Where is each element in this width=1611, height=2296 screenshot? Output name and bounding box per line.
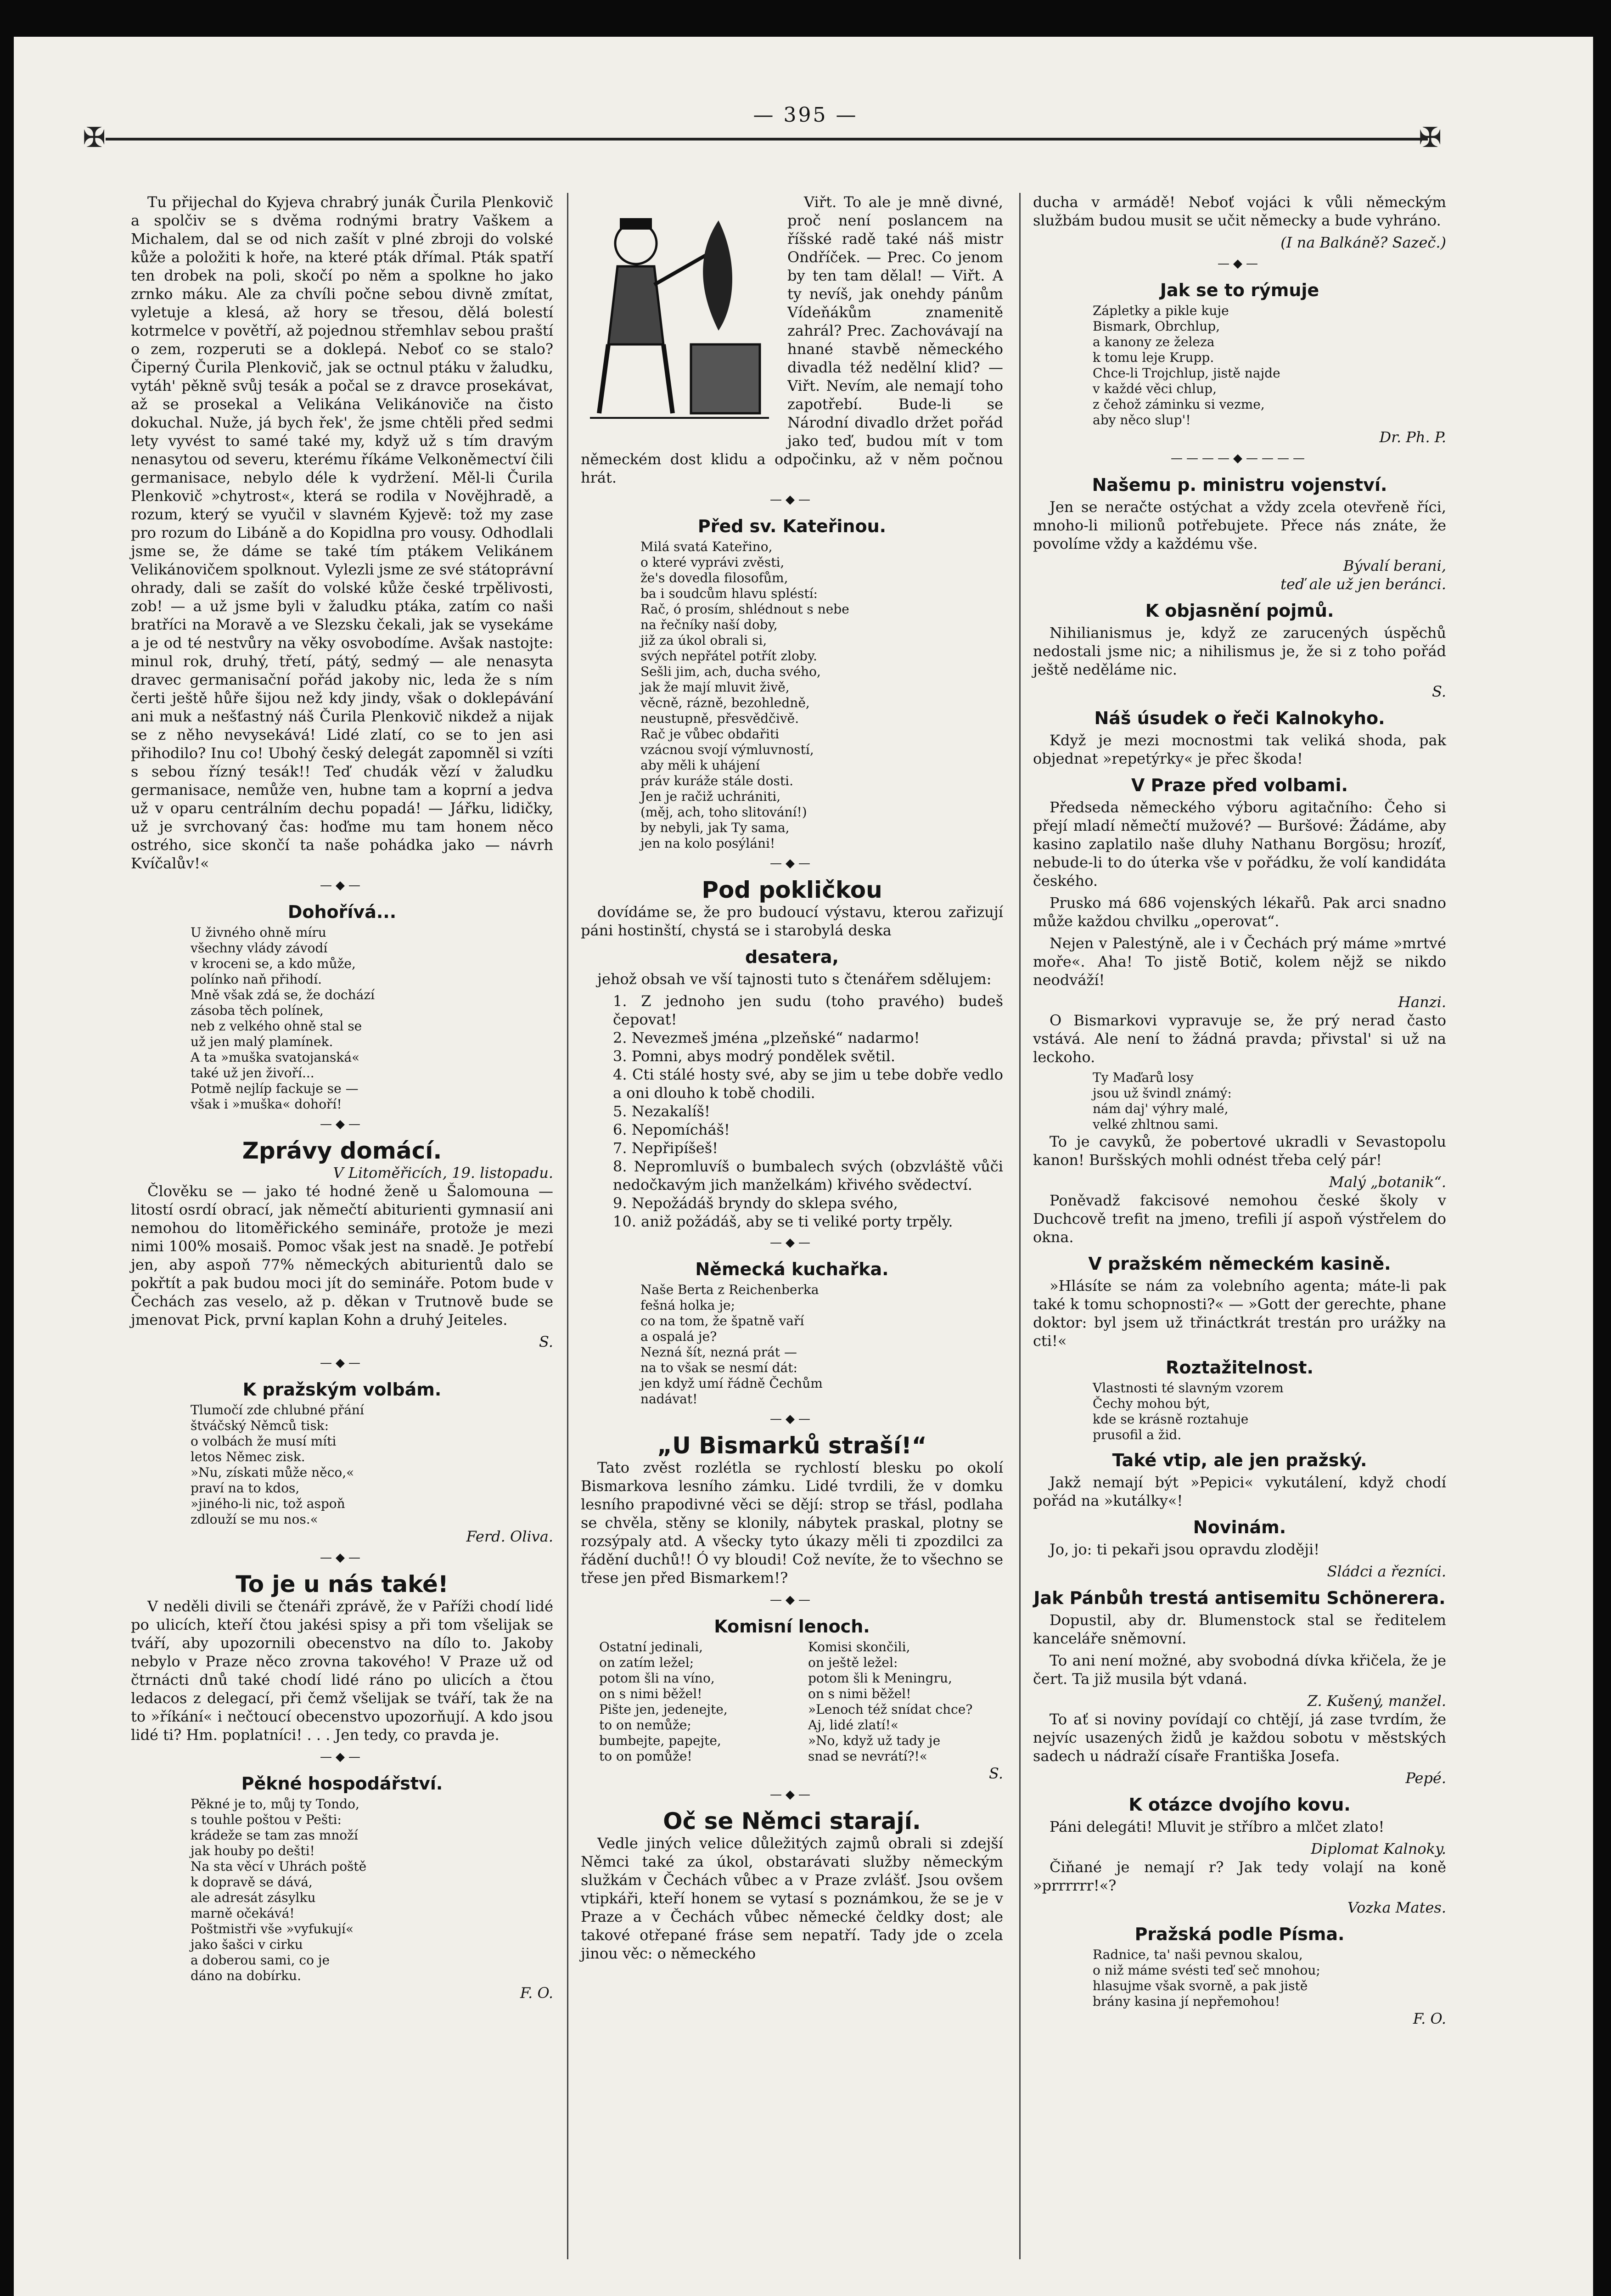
verse-line: vzácnou svojí výmluvností, <box>640 742 814 757</box>
verse-line: to on pomůže! <box>599 1749 692 1764</box>
verse-line: »Lenoch též snídat chce? <box>808 1702 973 1717</box>
kalnoky-text: Když je mezi mocnostmi tak veliká shoda, pak objednat »repetýrky« je přec škoda! <box>1033 732 1446 767</box>
verse-line: Rač, ó prosím, shlédnout s nebe <box>640 602 849 617</box>
verse-line: co na tom, že špatně vaří <box>640 1313 804 1328</box>
signature: Hanzi. <box>1398 993 1446 1011</box>
verse-line: potom šli na víno, <box>599 1671 715 1686</box>
verse-line: jen když umí řádně Čechům <box>640 1376 823 1391</box>
heading-to-je-u-nas: To je u nás také! <box>236 1571 449 1598</box>
verse-line: svých nepřátel potřít zloby. <box>640 648 817 664</box>
verse-line: brány kasina jí nepřemohou! <box>1093 1994 1280 2009</box>
separator: —◆— <box>320 1356 364 1370</box>
poem-roztazitelnost <box>1033 1380 1446 1443</box>
poem-komisni-left <box>599 1639 794 1764</box>
signature: Malý „botanik“. <box>1329 1173 1446 1191</box>
heading-kalnokyho: Náš úsudek o řeči Kalnokyho. <box>1094 708 1385 728</box>
verse-line: U živného ohně míru <box>191 925 326 940</box>
verse-line: o které vyprávi zvěsti, <box>640 555 785 570</box>
verse-line: letos Němec zisk. <box>191 1449 305 1464</box>
column-3 <box>1033 193 1446 2028</box>
nemci-text: Vedle jiných velice důležitých zajmů obrali si zdejší Němci také za úkol, obstarávati služby německým služkám v Čechách vůbec a v Praze zvlášť. Jsou ovšem vtipkáři, kteří honem se vytasí s poznámkou, že se je v Praze a v Čechách vůbec německé čeldky dost; ale takové otřepané fráse sem nepatří. Tady jde o zcela jinou věc: o německého <box>581 1835 1003 1962</box>
heading-roztazitelnost: Roztažitelnost. <box>1166 1357 1313 1378</box>
heading-ministru: Našemu p. ministru vojenství. <box>1092 475 1387 495</box>
heading-dvojiho-kovu: K otázce dvojího kovu. <box>1128 1795 1351 1815</box>
poklicka-text: dovídáme se, že pro budoucí výstavu, kterou zařizují páni hostinští, chystá se i starobylá deska <box>581 903 1003 939</box>
heading-novinam: Novinám. <box>1193 1517 1286 1537</box>
verse-line: neustupně, přesvědčivě. <box>640 711 799 726</box>
dateline: V Litoměřicích, 19. listopadu. <box>333 1164 553 1182</box>
separator: —◆— <box>770 856 814 870</box>
verse-line: zásoba těch polínek, <box>191 1003 324 1018</box>
verse-line: bumbejte, papejte, <box>599 1733 721 1748</box>
column-2 <box>581 193 1003 1966</box>
poem-hospodarstvi <box>131 1796 553 1984</box>
verse-line: krádeže se tam zas množí <box>191 1828 358 1843</box>
verse-line: jako šašci v cirku <box>191 1937 303 1952</box>
verse-line: jen na kolo posýláni! <box>640 836 775 851</box>
verse-line: a ospalá je? <box>640 1329 717 1344</box>
verse-line: on s nimi běžel! <box>599 1686 702 1701</box>
top-rule <box>106 138 1428 141</box>
verse-line: zdlouží se mu nos.« <box>191 1512 318 1527</box>
poem-pisma <box>1033 1947 1446 2009</box>
verse-line: kde se krásně roztahuje <box>1093 1412 1249 1427</box>
separator: —◆— <box>320 878 364 892</box>
verse-line: všechny vlády závodí <box>191 940 328 956</box>
verse-line: 1. Z jednoho jen sudu (toho pravého) budeš čepovat! <box>613 992 1003 1028</box>
kasino-text: »Hlásíte se nám za volebního agenta; máte-li pak také k tomu schopnosti?« — »Gott der gerechte, phane doktor: byl jsem už třináctkrát trestán pro urážky na cti!« <box>1033 1277 1446 1350</box>
heading-pod-poklickou: Pod pokličkou <box>702 877 882 903</box>
curila-story: Tu přijechal do Kyjeva chrabrý junák Čurila Plenkovič a spolčiv se s dvěma rodnými bratry Vaškem a Michalem, dal se od nich zašít v plné zbroji do volské kůže a položiti k hoře, na které pták dřímal. Pták spatří ten drobek na poli, skočí po něm a spolkne ho jako zrnko máku. Ale za chvíli počne sebou divně zmítat, vyletuje a klesá, až hory se třesou, dělá bolestí kotrmelce v povětří, až pojednou střemhlav sebou praští o zem, rozperuti se a doklepá. Neboť co se stalo? Čiperný Čurila Plenkovič, jak se octnul ptáku v žaludku, vytáh' pěkně svůj tesák a počal se z dravce prosekávat, až se prosekal a Velikána Velikánoviče na čisto dokuchal. Nuže, já bych řek', že jsme chtěli před sedmi lety vyvést to samé také my, když už s tím dravým nenasytou od severu, kterému říkáme Velkoněmectví čili germanisace, nebylo déle k vydržení. Měl-li Čurila Plenkovič »chytrost«, která se rodila v Novějhradě, a rozum, který se vyučil v slavném Kyjevě: tož my zase pro rozum do Libáně a do Kopidlna pro vousy. Odhodlali jsme se, že dáme se také tím ptákem Velikánem Velikánovičem spolknout. Vylezli jsme ze své státoprávní ohrady, dali se zašít do volské kůže české trpělivosti, zob! — a už jsme byli v žaludku ptáka, zatím co naši bratříci na Moravě a ve Slezsku čekali, jak se vysekáme a je od té nestvůry na věky osvobodíme. Avšak nastojte: minul rok, druhý, třetí, pátý, sedmý — ale nenasyta dravec germanisační pořád jakoby nic, leda že s ním čerti ještě hůře šijou než kdy jindy, však o doklepávání ani muk a nešťastný náš Čurila Plenkovič nikdež a nijak se z něho nevysekává! Lidé zlatí, co se to jen asi přihodilo? Inu co! Ubohý český delegát zapomněl si vzíti s sebou řízný tesák!! Teď chudák vězí v žaludku germanisace, nemůže ven, hubne tam a koprní a jedva už v oparu centrálním dechu popadá! — Jářku, lidičky, už je svrchovaný čas: hoďme mu tam honem něco ostrého, sice skončí ta naše pohádka jako — návrh Kvíčalův!« <box>131 193 553 872</box>
heading-prazskym-volbam: K pražským volbám. <box>242 1379 442 1400</box>
verse-line: on ještě ležel: <box>808 1655 898 1670</box>
verse-line: on zatím ležel; <box>599 1655 694 1670</box>
heading-sv-katerina: Před sv. Kateřinou. <box>697 516 887 536</box>
verse-line: to on nemůže; <box>599 1717 691 1733</box>
signature: Pepé. <box>1405 1769 1446 1787</box>
verse-line: hlasujme však svorně, a pak jistě <box>1093 1978 1308 1993</box>
heading-vtip: Také vtip, ale jen pražský. <box>1112 1450 1367 1470</box>
verse-line: 7. Nepřipíšeš! <box>613 1139 718 1157</box>
verse-line: 10. aniž požádáš, aby se ti veliké porty trpěly. <box>613 1213 953 1230</box>
verse-line: štváčský Němců tisk: <box>191 1418 329 1433</box>
verse-line: »Nu, získati může něco,« <box>191 1465 354 1480</box>
poem-kucharka <box>581 1282 1003 1407</box>
volbami-text-3: Nejen v Palestýně, ale i v Čechách prý máme »mrtvé moře«. Aha! To jistě Botič, kolem nějž se nikdo neodváží! <box>1033 934 1446 989</box>
column-divider-2 <box>1019 193 1021 2259</box>
verse-line: aby měli k uhájení <box>640 758 760 773</box>
page-number: — 395 — <box>753 103 858 127</box>
verse-line: v každé věci chlup, <box>1093 381 1217 396</box>
verse-line: Ostatní jedinali, <box>599 1639 703 1654</box>
poem-madaru <box>1033 1070 1446 1132</box>
verse-line: 4. Cti stálé hosty své, aby se jim u tebe dobře vedlo a oni dlouho k tobě chodili. <box>613 1066 1003 1102</box>
signature: (I na Balkáně? Sazeč.) <box>1280 234 1446 251</box>
verse-line: 6. Nepomícháš! <box>613 1121 730 1138</box>
verse-line: 3. Pomni, abys modrý pondělek světil. <box>613 1047 896 1065</box>
separator: —◆— <box>770 493 814 506</box>
heading-hospodarstvi: Pěkné hospodářství. <box>241 1773 443 1794</box>
heading-podle-pisma: Pražská podle Písma. <box>1134 1924 1345 1944</box>
verse-line: k dopravě se dává, <box>191 1874 313 1890</box>
verse-line: z čehož záminku si vezme, <box>1093 397 1265 412</box>
verse-line: jak že mají mluvit živě, <box>640 680 790 695</box>
bismarck-text: Tato zvěst rozlétla se rychlostí blesku po okolí Bismarkova lesního zámku. Lidé tvrdili, že v domku lesního prapodivné věci se dějí: strop se třásl, podlaha se chvěla, stěny se klonily, nábytek praskal, plotny se rozsýpaly atd. A všecky tyto úkazy měli ti zpozdilci za řádění duchů!! Ó vy bloudi! Což nevíte, že to všechno se třese jen před Bismarkem!? <box>581 1459 1003 1587</box>
verse-line: Aj, lidé zlatí!« <box>808 1717 898 1733</box>
desatero-list <box>581 992 1003 1231</box>
verse-line: ale adresát zásylku <box>191 1890 316 1905</box>
heading-kasine: V pražském německém kasině. <box>1088 1254 1391 1274</box>
verse-line: prusofil a žid. <box>1093 1427 1182 1442</box>
separator: ————◆———— <box>1171 451 1308 465</box>
verse-line: Komisi skončili, <box>808 1639 910 1654</box>
volbami-text-5: To je cavyků, že pobertové ukradli v Sevastopolu kanon! Buršských mohli odnést třeba celý pár! <box>1033 1133 1446 1169</box>
verse-line: Tlumočí zde chlubné přání <box>191 1402 364 1418</box>
signature: Z. Kušený, manžel. <box>1307 1692 1446 1710</box>
corner-ornament-right: ✠ <box>1419 122 1442 154</box>
verse-line: práv kuráže stále dosti. <box>640 773 794 788</box>
ministr-text: Jen se neračte ostýchat a vždy zcela otevřeně říci, mnoho-li milionů potřebujete. Přece nás znáte, že povolíme vždy a každému vše. <box>1033 498 1446 552</box>
volbami-text-1: Předseda německého výboru agitačního: Čeho si přejí mladí němečtí mužové? — Buršové: Žádáme, aby kasino zaplatilo naše dluhy Nathanu Borgösu; hrozíť, nebude-li to do úterka vše v pořádku, že volí kandidáta českého. <box>1033 799 1446 889</box>
verse-line: a doberou sami, co je <box>191 1953 330 1968</box>
verse-line: Jen je račiž uchrániti, <box>640 789 781 804</box>
verse-line: na řečníky naší doby, <box>640 617 778 632</box>
verse-line: Čechy mohou být, <box>1093 1396 1210 1411</box>
verse-line: Ty Maďarů losy <box>1093 1070 1194 1085</box>
heading-nemci-staraji: Oč se Němci starají. <box>663 1808 921 1835</box>
separator: —◆— <box>320 1117 364 1131</box>
verse-line: Poštmistři vše »vyfukují« <box>191 1921 354 1936</box>
verse-line: již za úkol obrali si, <box>640 633 767 648</box>
heading-zpravy-domaci: Zprávy domácí. <box>242 1137 442 1164</box>
verse-line: Naše Berta z Reichenberka <box>640 1282 819 1297</box>
schonerer-text: Dopustil, aby dr. Blumenstock stal se ředitelem kanceláře sněmovní. <box>1033 1611 1446 1647</box>
schonerer-text-2: To ani není možné, aby svobodná dívka křičela, že je čert. Ta již musila být vdaná. <box>1033 1652 1446 1688</box>
verse-line: Sešli jim, ach, ducha svého, <box>640 664 821 679</box>
separator: —◆— <box>320 1551 364 1564</box>
verse-line: marně očekává! <box>191 1906 295 1921</box>
verse-line: polínko naň přihodí. <box>191 972 322 987</box>
verse-line: na to však se nesmí dát: <box>640 1360 797 1375</box>
verse-line: »jiného-li nic, tož aspoň <box>191 1496 345 1511</box>
pojmu-text: Nihilianismus je, když ze zarucených úspěchů nedostali jsme nic; a nihilismus je, že si z toho pořád ještě neděláme nic. <box>1033 624 1446 678</box>
verse-line: Mně však zdá se, že dochází <box>191 987 375 1002</box>
verse-line: o volbách že musí míti <box>191 1434 337 1449</box>
heading-dohoriva: Dohořívá... <box>287 902 397 922</box>
verse-line: on s nimi běžel! <box>808 1686 911 1701</box>
armada-text: ducha v armádě! Neboť vojáci k vůli německým službám budou musit se učit německy a bude vyhráno. <box>1033 193 1446 229</box>
verse-line: potom šli k Meningru, <box>808 1671 952 1686</box>
verse-line: Pište jen, jedenejte, <box>599 1702 728 1717</box>
verse-line: už jen malý plamínek. <box>191 1034 333 1049</box>
heading-rymuje: Jak se to rýmuje <box>1160 280 1319 300</box>
separator: —◆— <box>770 1236 814 1249</box>
heading-praze-volbami: V Praze před volbami. <box>1131 775 1348 795</box>
verse-line: však i »muška« dohoří! <box>191 1097 342 1112</box>
signature: S. <box>989 1765 1003 1782</box>
cartoon-illustration <box>581 193 778 436</box>
verse-line: Pěkné je to, můj ty Tondo, <box>191 1796 359 1812</box>
verse-line: 2. Nevezmeš jména „plzeňské“ nadarmo! <box>613 1029 920 1047</box>
verse-line: by nebyli, jak Ty sama, <box>640 820 790 835</box>
verse-line: aby něco slup'! <box>1093 412 1191 428</box>
signature: Ferd. Oliva. <box>466 1528 553 1545</box>
verse-line: jak houby po dešti! <box>191 1843 315 1858</box>
verse-line: k tomu leje Krupp. <box>1093 350 1214 365</box>
verse-line: Nezná šít, nezná prát — <box>640 1345 797 1360</box>
verse-line: Zápletky a pikle kuje <box>1093 303 1229 318</box>
schonerer-text-3: To ať si noviny povídají co chtějí, já zase tvrdím, že nejvíc usazených židů je každou sobotu v městských sadech u nádraží císaře Františka Josefa. <box>1033 1711 1446 1765</box>
heading-bismarku-strasi: „U Bismarků straší!“ <box>657 1432 927 1459</box>
kovu-text: Páni delegáti! Mluvit je stříbro a mlčet zlato! <box>1050 1818 1385 1835</box>
corner-ornament-left: ✠ <box>83 122 106 154</box>
verse-line: A ta »muška svatojanská« <box>191 1050 360 1065</box>
novinam-text: Jo, jo: ti pekaři jsou opravdu zloději! <box>1050 1541 1320 1558</box>
signature: S. <box>539 1333 553 1351</box>
signature: Vozka Mates. <box>1347 1899 1446 1916</box>
kovu-text-2: Čiňané je nemají r? Jak tedy volají na koně »prrrrrr!«? <box>1033 1858 1446 1894</box>
heading-kucharka: Německá kuchařka. <box>695 1259 889 1279</box>
volbami-text-6: Poněvadž fakcisové nemohou české školy v Duchcově trefit na jmeno, trefili jí aspoň výstřelem do okna. <box>1033 1192 1446 1246</box>
volbami-text-4: O Bismarkovi vypravuje se, že prý nerad často vstává. Ale není to žádná pravda; přivstal' si už na leckoho. <box>1033 1012 1446 1066</box>
verse-line: 9. Nepožádáš bryndy do sklepa svého, <box>613 1194 898 1212</box>
verse-line: »No, když už tady je <box>808 1733 941 1748</box>
verse-line: Milá svatá Kateřino, <box>640 539 773 554</box>
vtip-text: Jakž nemají být »Pepici« vykutálení, když chodí pořád na »kutálky«! <box>1033 1474 1446 1509</box>
poem-rymuje <box>1033 303 1446 428</box>
separator: —◆— <box>320 1750 364 1764</box>
signature: Diplomat Kalnoky. <box>1311 1840 1446 1857</box>
verse-line: věcně, rázně, bezohledně, <box>640 695 810 710</box>
verse-line: snad se nevrátí?!« <box>808 1749 927 1764</box>
separator: —◆— <box>770 1412 814 1426</box>
verse-line: jsou už švindl známý: <box>1093 1086 1232 1101</box>
verse-line: praví na to kdos, <box>191 1480 300 1496</box>
column-divider-1 <box>567 193 568 2259</box>
verse-line: neb z velkého ohně stal se <box>191 1019 362 1034</box>
verse-line: 5. Nezakalíš! <box>613 1103 710 1120</box>
verse-line: v kroceni se, a kdo může, <box>191 956 356 971</box>
poem-komisni-right <box>808 1639 1003 1764</box>
verse-line: že's dovedla filosofům, <box>640 570 788 585</box>
signature: Bývalí berani, <box>1343 557 1446 574</box>
verse-line: Chce-li Trojchlup, jistě najde <box>1093 366 1280 381</box>
poem-katerina <box>581 539 1003 851</box>
poem-volbam <box>131 1402 553 1527</box>
signature: F. O. <box>1413 2010 1446 2027</box>
verse-line: Vlastnosti té slavným vzorem <box>1093 1380 1284 1396</box>
verse-line: a kanony ze železa <box>1093 334 1215 349</box>
verse-line: velké zhltnou sami. <box>1093 1117 1219 1132</box>
poem-komisni <box>581 1639 1003 1764</box>
volbami-text-2: Prusko má 686 vojenských lékařů. Pak arci snadno může každou chvilku „operovat“. <box>1033 894 1446 930</box>
poem-dohoriva <box>131 925 553 1112</box>
verse-line: ba i soudcům hlavu spléstí: <box>640 586 818 601</box>
signature: F. O. <box>520 1984 553 2002</box>
verse-line: o niž máme svésti teď seč mnohou; <box>1093 1963 1320 1978</box>
verse-line: fešná holka je; <box>640 1298 735 1313</box>
heading-komisni-lenoch: Komisní lenoch. <box>714 1616 870 1637</box>
desatera: desatera, <box>745 947 839 967</box>
verse-line: Radnice, ta' naši pevnou skalou, <box>1093 1947 1303 1962</box>
virt-dialogue: Viřt. To ale je mně divné, proč není poslancem na říšské radě také náš mistr Ondříček. — Prec. Co jenom by ten tam dělal! — Viřt. A ty nevíš, jak onehdy pánům Vídeňákům znamenitě zahrál? Prec. Zachovávají na hnané stavbě německého divadla též nedělní klid? — Viřt. Nevím, ale nemají toho zapotřebí. Bude-li se Národní divadlo držet pořád jako teď, budou mít v tom německém dost klidu a odpočinku, až v něm počnou hrát. <box>581 193 1003 486</box>
separator: —◆— <box>770 1593 814 1607</box>
verse-line: s touhle poštou v Pešti: <box>191 1812 342 1827</box>
column-1 <box>131 193 553 2002</box>
separator: —◆— <box>1218 257 1262 270</box>
signature: Dr. Ph. P. <box>1379 428 1446 446</box>
verse-line: nám daj' výhry malé, <box>1093 1101 1229 1116</box>
heading-pojmu: K objasnění pojmů. <box>1145 601 1334 621</box>
separator: —◆— <box>770 1788 814 1801</box>
verse-line: (měj, ach, toho slitování!) <box>640 805 807 820</box>
verse-line: Na sta věcí v Uhrách poště <box>191 1859 367 1874</box>
verse-line: Potmě nejlíp fackuje se — <box>191 1081 359 1096</box>
verse-line: Rač je vůbec obdařiti <box>640 726 780 742</box>
signature: S. <box>1432 683 1446 700</box>
signature: teď ale už jen beránci. <box>1280 575 1446 593</box>
verse-line: nadávat! <box>640 1391 698 1407</box>
verse-line: také už jen živoří... <box>191 1065 314 1080</box>
verse-line: 8. Nepromluvíš o bumbalech svých (obzvláště vůči nedočkavým jich manželkám) křivého svědectví. <box>613 1158 1003 1193</box>
signature: Sládci a řezníci. <box>1327 1563 1446 1580</box>
to-je-u-nas-text: V neděli divili se čtenáři zprávě, že v Paříži chodí lidé po ulicích, kteří čtou jakési spisy a při tom všelijak se tváří, aby upozornili obecenstvo na dílo to. Jakoby nebylo v Praze něco zrovna takového! V Praze už od čtrnácti dnů také chodí lidé ráno po ulicích a čtou ledacos z delegací, při čemž všelijak se tváří, tak že na to »říkání« i nečtoucí obecenstvo upozorňují. A kdo jsou lidé ti? Hm. poplatníci! . . . Jen tedy, co pravda je. <box>131 1598 553 1744</box>
poklicka-text-2: jehož obsah ve vší tajnosti tuto s čtenářem sdělujem: <box>597 970 992 988</box>
zpravy-text: Člověku se — jako té hodné ženě u Šalomouna — litostí osrdí obrací, jak němečtí abiturienti gymnasií ani nemohou do litoměřického semináře, protože je mezi nimi 100% mosaiš. Pomoc však jest na snadě. Je potřebí jen, aby aspoň 77% německých abiturientů dalo se pokřtít a pak budou moci jít do semináře. Potom bude v Čechách zas veselo, až p. děkan v Trutnově bude se jmenovat Pick, první kaplan Kohn a druhý Jeiteles. <box>131 1182 553 1328</box>
heading-schonerer: Jak Pánbůh trestá antisemitu Schönerera. <box>1033 1588 1446 1608</box>
verse-line: Bismark, Obrchlup, <box>1093 319 1220 334</box>
verse-line: dáno na dobírku. <box>191 1968 301 1983</box>
